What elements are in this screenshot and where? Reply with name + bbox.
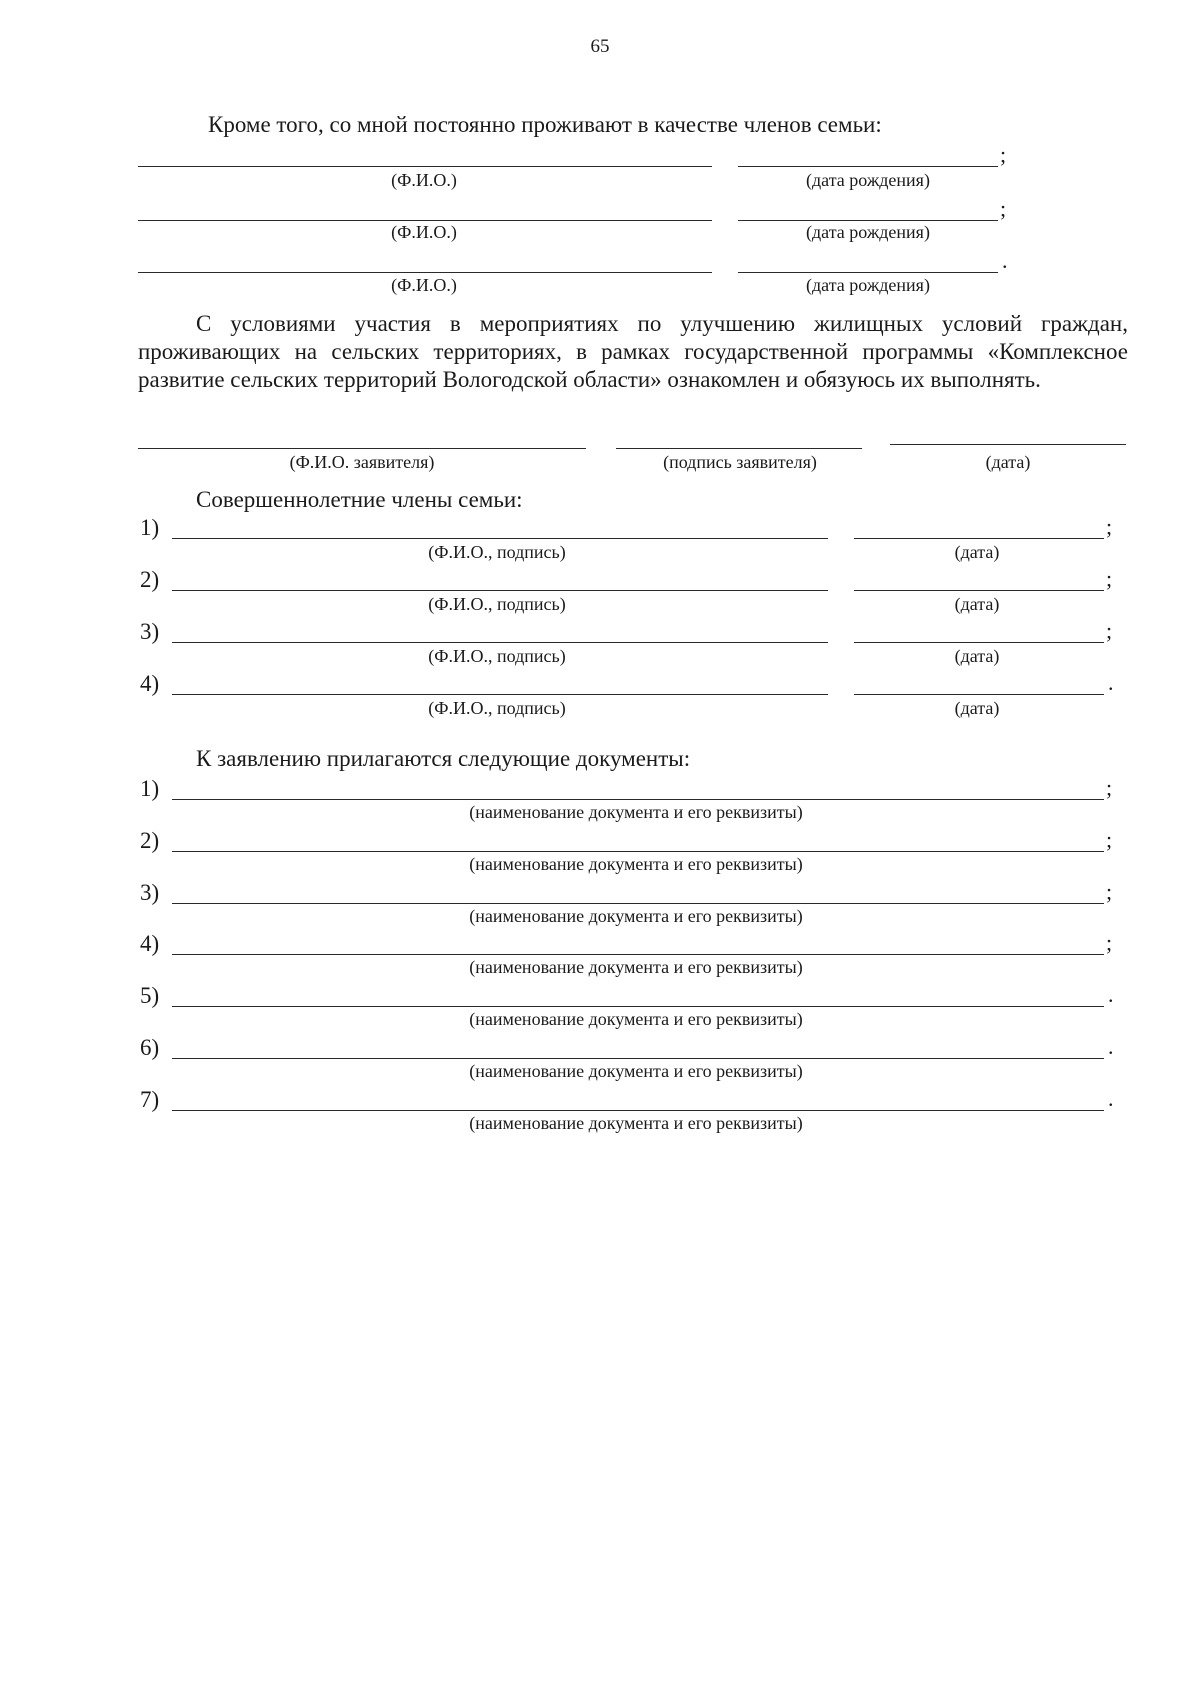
adult-fio-signature-caption: (Ф.И.О., подпись) <box>428 594 566 614</box>
document-caption: (наименование документа и его реквизиты) <box>469 802 803 822</box>
fio-caption: (Ф.И.О.) <box>391 275 457 295</box>
row-number: 1) <box>140 515 160 540</box>
row-end-punct: ; <box>1106 775 1113 800</box>
birth-date-caption: (дата рождения) <box>806 170 930 190</box>
row-end-punct: . <box>1108 1086 1114 1111</box>
applicant-date-line[interactable] <box>890 444 1126 445</box>
row-end-punct: . <box>1002 248 1008 273</box>
row-number: 1) <box>140 776 160 801</box>
fio-line[interactable] <box>138 166 712 167</box>
row-number: 7) <box>140 1087 160 1112</box>
row-end-punct: ; <box>1106 827 1113 852</box>
birth-date-line[interactable] <box>738 166 998 167</box>
row-number: 4) <box>140 671 160 696</box>
document-line[interactable] <box>172 1006 1104 1007</box>
adult-fio-signature-line[interactable] <box>172 642 828 643</box>
row-end-punct: ; <box>1106 618 1113 643</box>
row-end-punct: ; <box>1106 566 1113 591</box>
adult-date-caption: (дата) <box>954 698 1000 718</box>
adult-fio-signature-line[interactable] <box>172 694 828 695</box>
document-caption: (наименование документа и его реквизиты) <box>469 906 803 926</box>
adult-fio-signature-caption: (Ф.И.О., подпись) <box>428 542 566 562</box>
row-number: 6) <box>140 1035 160 1060</box>
row-number: 4) <box>140 931 160 956</box>
birth-date-line[interactable] <box>738 220 998 221</box>
document-caption: (наименование документа и его реквизиты) <box>469 1009 803 1029</box>
fio-caption: (Ф.И.О.) <box>391 222 457 242</box>
applicant-date-caption: (дата) <box>985 452 1031 472</box>
birth-date-caption: (дата рождения) <box>806 222 930 242</box>
document-caption: (наименование документа и его реквизиты) <box>469 1061 803 1081</box>
family-intro: Кроме того, со мной постоянно проживают в качестве членов семьи: <box>208 112 882 137</box>
row-end-punct: ; <box>1000 142 1007 167</box>
conditions-paragraph: С условиями участия в мероприятиях по улучшению жилищных условий граждан, проживающих на сельских территориях, в рамках государственной программы «Комплексное развитие сельских территорий Вологодской области» ознакомлен и обязуюсь их выполнять. <box>138 311 1128 392</box>
document-line[interactable] <box>172 1058 1104 1059</box>
adult-date-caption: (дата) <box>954 594 1000 614</box>
fio-line[interactable] <box>138 272 712 273</box>
adult-fio-signature-line[interactable] <box>172 590 828 591</box>
row-number: 5) <box>140 983 160 1008</box>
document-caption: (наименование документа и его реквизиты) <box>469 957 803 977</box>
page-number: 65 <box>590 36 610 57</box>
document-line[interactable] <box>172 851 1104 852</box>
document-caption: (наименование документа и его реквизиты) <box>469 854 803 874</box>
document-caption: (наименование документа и его реквизиты) <box>469 1113 803 1133</box>
adult-date-line[interactable] <box>854 694 1104 695</box>
row-end-punct: ; <box>1106 930 1113 955</box>
adult-date-line[interactable] <box>854 538 1104 539</box>
birth-date-line[interactable] <box>738 272 998 273</box>
row-end-punct: . <box>1108 1034 1114 1059</box>
row-number: 2) <box>140 828 160 853</box>
document-line[interactable] <box>172 954 1104 955</box>
adult-fio-signature-line[interactable] <box>172 538 828 539</box>
adult-fio-signature-caption: (Ф.И.О., подпись) <box>428 646 566 666</box>
document-line[interactable] <box>172 799 1104 800</box>
applicant-signature-line[interactable] <box>616 448 862 449</box>
row-number: 3) <box>140 880 160 905</box>
adult-fio-signature-caption: (Ф.И.О., подпись) <box>428 698 566 718</box>
document-line[interactable] <box>172 1110 1104 1111</box>
applicant-fio-caption: (Ф.И.О. заявителя) <box>289 452 435 472</box>
adult-date-line[interactable] <box>854 590 1104 591</box>
adult-date-caption: (дата) <box>954 542 1000 562</box>
fio-line[interactable] <box>138 220 712 221</box>
applicant-signature-caption: (подпись заявителя) <box>663 452 817 472</box>
row-number: 2) <box>140 567 160 592</box>
document-line[interactable] <box>172 903 1104 904</box>
adult-members-heading: Совершеннолетние члены семьи: <box>196 487 523 512</box>
adult-date-line[interactable] <box>854 642 1104 643</box>
row-end-punct: ; <box>1106 879 1113 904</box>
row-end-punct: . <box>1108 982 1114 1007</box>
adult-date-caption: (дата) <box>954 646 1000 666</box>
row-end-punct: ; <box>1106 514 1113 539</box>
fio-caption: (Ф.И.О.) <box>391 170 457 190</box>
row-number: 3) <box>140 619 160 644</box>
row-end-punct: ; <box>1000 196 1007 221</box>
birth-date-caption: (дата рождения) <box>806 275 930 295</box>
applicant-fio-line[interactable] <box>138 448 586 449</box>
row-end-punct: . <box>1108 670 1114 695</box>
documents-heading: К заявлению прилагаются следующие документы: <box>196 746 691 771</box>
